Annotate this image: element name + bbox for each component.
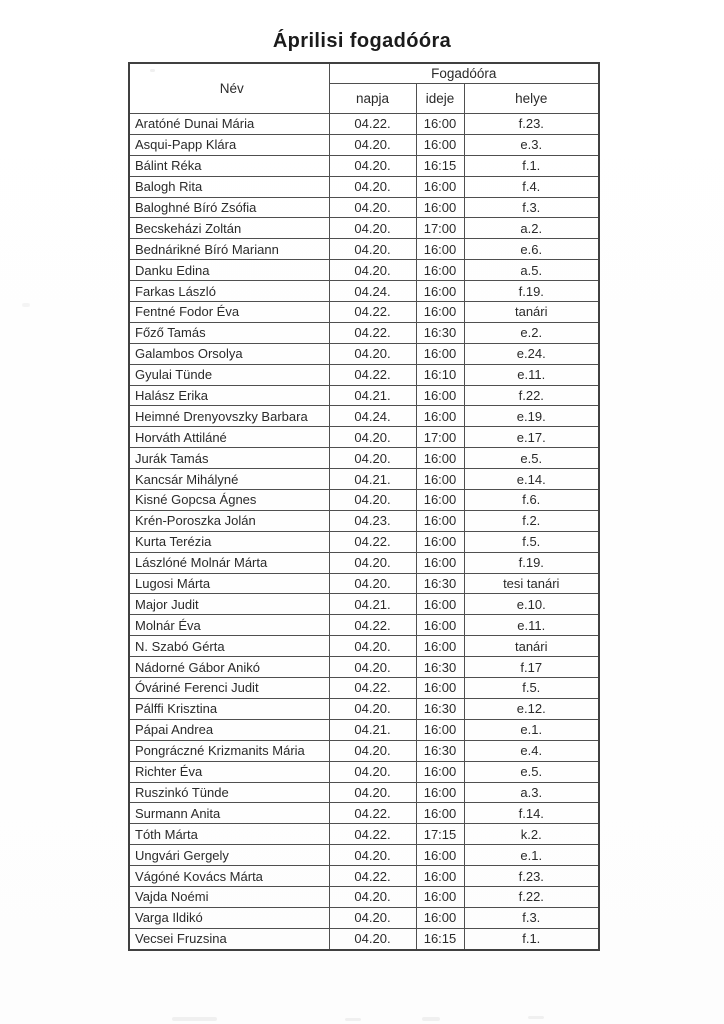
day-cell: 04.20. [329, 176, 416, 197]
table-row [129, 678, 599, 699]
place-cell: a.2. [464, 218, 599, 239]
table-row [129, 907, 599, 928]
name-cell: Kancsár Mihályné [129, 469, 329, 490]
name-cell: Major Judit [129, 594, 329, 615]
time-cell: 16:00 [416, 845, 464, 866]
time-cell: 16:30 [416, 573, 464, 594]
place-cell: f.1. [464, 155, 599, 176]
day-cell: 04.22. [329, 322, 416, 343]
day-cell: 04.20. [329, 218, 416, 239]
table-row [129, 322, 599, 343]
time-cell: 16:00 [416, 907, 464, 928]
name-cell: Horváth Attiláné [129, 427, 329, 448]
name-cell: N. Szabó Gérta [129, 636, 329, 657]
place-cell: f.3. [464, 197, 599, 218]
table-row [129, 657, 599, 678]
time-cell: 16:00 [416, 114, 464, 135]
table-row [129, 343, 599, 364]
day-cell: 04.20. [329, 155, 416, 176]
table-row [129, 427, 599, 448]
place-cell: e.12. [464, 698, 599, 719]
time-cell: 16:00 [416, 469, 464, 490]
time-cell: 17:00 [416, 218, 464, 239]
table-row [129, 719, 599, 740]
name-cell: Kisné Gopcsa Ágnes [129, 490, 329, 511]
day-cell: 04.22. [329, 302, 416, 323]
place-cell: f.3. [464, 907, 599, 928]
name-cell: Tóth Márta [129, 824, 329, 845]
name-cell: Aratóné Dunai Mária [129, 114, 329, 135]
place-cell: e.17. [464, 427, 599, 448]
day-cell: 04.20. [329, 134, 416, 155]
place-cell: e.5. [464, 761, 599, 782]
time-cell: 17:00 [416, 427, 464, 448]
place-cell: a.3. [464, 782, 599, 803]
day-cell: 04.22. [329, 824, 416, 845]
name-cell: Vajda Noémi [129, 886, 329, 907]
place-cell: f.23. [464, 866, 599, 887]
place-cell: e.1. [464, 719, 599, 740]
column-header-place: helye [464, 84, 599, 114]
table-row [129, 886, 599, 907]
place-cell: k.2. [464, 824, 599, 845]
time-cell: 16:00 [416, 281, 464, 302]
place-cell: f.22. [464, 385, 599, 406]
name-cell: Richter Éva [129, 761, 329, 782]
day-cell: 04.22. [329, 114, 416, 135]
time-cell: 16:00 [416, 636, 464, 657]
table-row [129, 698, 599, 719]
time-cell: 16:15 [416, 155, 464, 176]
day-cell: 04.21. [329, 594, 416, 615]
name-cell: Lugosi Márta [129, 573, 329, 594]
time-cell: 16:30 [416, 740, 464, 761]
day-cell: 04.20. [329, 782, 416, 803]
time-cell: 16:30 [416, 322, 464, 343]
table-row [129, 761, 599, 782]
table-row [129, 406, 599, 427]
teacher-rows [129, 114, 599, 950]
header-group-row [129, 63, 599, 84]
table-row [129, 469, 599, 490]
name-cell: Gyulai Tünde [129, 364, 329, 385]
place-cell: e.2. [464, 322, 599, 343]
name-cell: Becskeházi Zoltán [129, 218, 329, 239]
table-row [129, 218, 599, 239]
table-row [129, 552, 599, 573]
place-cell: f.17 [464, 657, 599, 678]
time-cell: 16:00 [416, 594, 464, 615]
name-cell: Bednárikné Bíró Mariann [129, 239, 329, 260]
scan-artifact [422, 1017, 440, 1021]
time-cell: 16:00 [416, 886, 464, 907]
place-cell: e.5. [464, 448, 599, 469]
day-cell: 04.21. [329, 719, 416, 740]
name-cell: Jurák Tamás [129, 448, 329, 469]
place-cell: e.14. [464, 469, 599, 490]
time-cell: 16:00 [416, 719, 464, 740]
time-cell: 16:00 [416, 678, 464, 699]
time-cell: 16:00 [416, 782, 464, 803]
day-cell: 04.20. [329, 886, 416, 907]
table-row [129, 824, 599, 845]
table-row [129, 573, 599, 594]
place-cell: e.6. [464, 239, 599, 260]
table-row [129, 176, 599, 197]
place-cell: f.6. [464, 490, 599, 511]
day-cell: 04.20. [329, 197, 416, 218]
name-cell: Balogh Rita [129, 176, 329, 197]
table-row [129, 281, 599, 302]
name-cell: Főző Tamás [129, 322, 329, 343]
day-cell: 04.21. [329, 469, 416, 490]
place-cell: tesi tanári [464, 573, 599, 594]
day-cell: 04.22. [329, 866, 416, 887]
column-header-day: napja [329, 84, 416, 114]
name-cell: Ungvári Gergely [129, 845, 329, 866]
name-cell: Baloghné Bíró Zsófia [129, 197, 329, 218]
place-cell: tanári [464, 302, 599, 323]
day-cell: 04.20. [329, 740, 416, 761]
table-row [129, 197, 599, 218]
day-cell: 04.23. [329, 510, 416, 531]
place-cell: f.2. [464, 510, 599, 531]
table-row [129, 260, 599, 281]
day-cell: 04.20. [329, 761, 416, 782]
scan-artifact [345, 1018, 361, 1021]
table-row [129, 114, 599, 135]
place-cell: e.4. [464, 740, 599, 761]
name-cell: Óváriné Ferenci Judit [129, 678, 329, 699]
day-cell: 04.20. [329, 552, 416, 573]
table-row [129, 302, 599, 323]
name-cell: Kurta Terézia [129, 531, 329, 552]
consultation-hours-table [128, 62, 600, 951]
place-cell: e.24. [464, 343, 599, 364]
table-row [129, 740, 599, 761]
place-cell: e.19. [464, 406, 599, 427]
name-cell: Bálint Réka [129, 155, 329, 176]
place-cell: f.19. [464, 281, 599, 302]
name-cell: Lászlóné Molnár Márta [129, 552, 329, 573]
table-header [129, 63, 599, 114]
day-cell: 04.24. [329, 406, 416, 427]
table-row [129, 866, 599, 887]
day-cell: 04.21. [329, 385, 416, 406]
place-cell: e.11. [464, 615, 599, 636]
day-cell: 04.24. [329, 281, 416, 302]
name-cell: Varga Ildikó [129, 907, 329, 928]
name-cell: Surmann Anita [129, 803, 329, 824]
name-cell: Asqui-Papp Klára [129, 134, 329, 155]
day-cell: 04.20. [329, 427, 416, 448]
place-cell: f.5. [464, 531, 599, 552]
day-cell: 04.20. [329, 907, 416, 928]
time-cell: 16:10 [416, 364, 464, 385]
time-cell: 16:00 [416, 552, 464, 573]
name-cell: Krén-Poroszka Jolán [129, 510, 329, 531]
time-cell: 16:00 [416, 134, 464, 155]
time-cell: 16:00 [416, 448, 464, 469]
day-cell: 04.20. [329, 343, 416, 364]
table-row [129, 615, 599, 636]
place-cell: e.1. [464, 845, 599, 866]
place-cell: a.5. [464, 260, 599, 281]
place-cell: f.19. [464, 552, 599, 573]
table-row [129, 134, 599, 155]
page-title: Áprilisi fogadóóra [272, 30, 452, 52]
time-cell: 16:00 [416, 510, 464, 531]
table-row [129, 531, 599, 552]
table-row [129, 385, 599, 406]
time-cell: 16:00 [416, 197, 464, 218]
day-cell: 04.20. [329, 573, 416, 594]
day-cell: 04.20. [329, 657, 416, 678]
scan-artifact [528, 1016, 544, 1019]
time-cell: 16:00 [416, 490, 464, 511]
day-cell: 04.22. [329, 531, 416, 552]
table-row [129, 510, 599, 531]
table-row [129, 594, 599, 615]
day-cell: 04.20. [329, 239, 416, 260]
day-cell: 04.22. [329, 615, 416, 636]
day-cell: 04.22. [329, 678, 416, 699]
place-cell: f.23. [464, 114, 599, 135]
table-row [129, 636, 599, 657]
scan-artifact [22, 303, 30, 307]
column-header-name: Név [129, 63, 329, 114]
time-cell: 16:00 [416, 615, 464, 636]
name-cell: Vecsei Fruzsina [129, 928, 329, 949]
time-cell: 16:00 [416, 531, 464, 552]
day-cell: 04.20. [329, 928, 416, 949]
day-cell: 04.20. [329, 490, 416, 511]
column-header-time: ideje [416, 84, 464, 114]
time-cell: 16:00 [416, 176, 464, 197]
time-cell: 16:00 [416, 343, 464, 364]
name-cell: Molnár Éva [129, 615, 329, 636]
time-cell: 16:00 [416, 406, 464, 427]
name-cell: Heimné Drenyovszky Barbara [129, 406, 329, 427]
name-cell: Vágóné Kovács Márta [129, 866, 329, 887]
time-cell: 16:00 [416, 803, 464, 824]
name-cell: Nádorné Gábor Anikó [129, 657, 329, 678]
table-row [129, 490, 599, 511]
time-cell: 16:00 [416, 761, 464, 782]
name-cell: Fentné Fodor Éva [129, 302, 329, 323]
time-cell: 16:00 [416, 302, 464, 323]
name-cell: Pápai Andrea [129, 719, 329, 740]
time-cell: 17:15 [416, 824, 464, 845]
column-header-group: Fogadóóra [329, 63, 599, 84]
time-cell: 16:00 [416, 260, 464, 281]
table-row [129, 448, 599, 469]
day-cell: 04.20. [329, 845, 416, 866]
place-cell: e.11. [464, 364, 599, 385]
name-cell: Pálffi Krisztina [129, 698, 329, 719]
place-cell: f.22. [464, 886, 599, 907]
place-cell: f.4. [464, 176, 599, 197]
day-cell: 04.20. [329, 698, 416, 719]
place-cell: tanári [464, 636, 599, 657]
place-cell: f.5. [464, 678, 599, 699]
time-cell: 16:00 [416, 866, 464, 887]
table-row [129, 845, 599, 866]
table-row [129, 782, 599, 803]
day-cell: 04.20. [329, 260, 416, 281]
name-cell: Halász Erika [129, 385, 329, 406]
table-row [129, 364, 599, 385]
table-row [129, 928, 599, 949]
time-cell: 16:15 [416, 928, 464, 949]
day-cell: 04.20. [329, 448, 416, 469]
name-cell: Danku Edina [129, 260, 329, 281]
place-cell: f.1. [464, 928, 599, 949]
place-cell: f.14. [464, 803, 599, 824]
name-cell: Ruszinkó Tünde [129, 782, 329, 803]
day-cell: 04.20. [329, 636, 416, 657]
time-cell: 16:30 [416, 657, 464, 678]
day-cell: 04.22. [329, 803, 416, 824]
scan-artifact [172, 1017, 217, 1021]
time-cell: 16:00 [416, 239, 464, 260]
time-cell: 16:30 [416, 698, 464, 719]
table-row [129, 239, 599, 260]
table-row [129, 155, 599, 176]
place-cell: e.10. [464, 594, 599, 615]
day-cell: 04.22. [329, 364, 416, 385]
name-cell: Galambos Orsolya [129, 343, 329, 364]
name-cell: Pongráczné Krizmanits Mária [129, 740, 329, 761]
time-cell: 16:00 [416, 385, 464, 406]
table-row [129, 803, 599, 824]
place-cell: e.3. [464, 134, 599, 155]
name-cell: Farkas László [129, 281, 329, 302]
